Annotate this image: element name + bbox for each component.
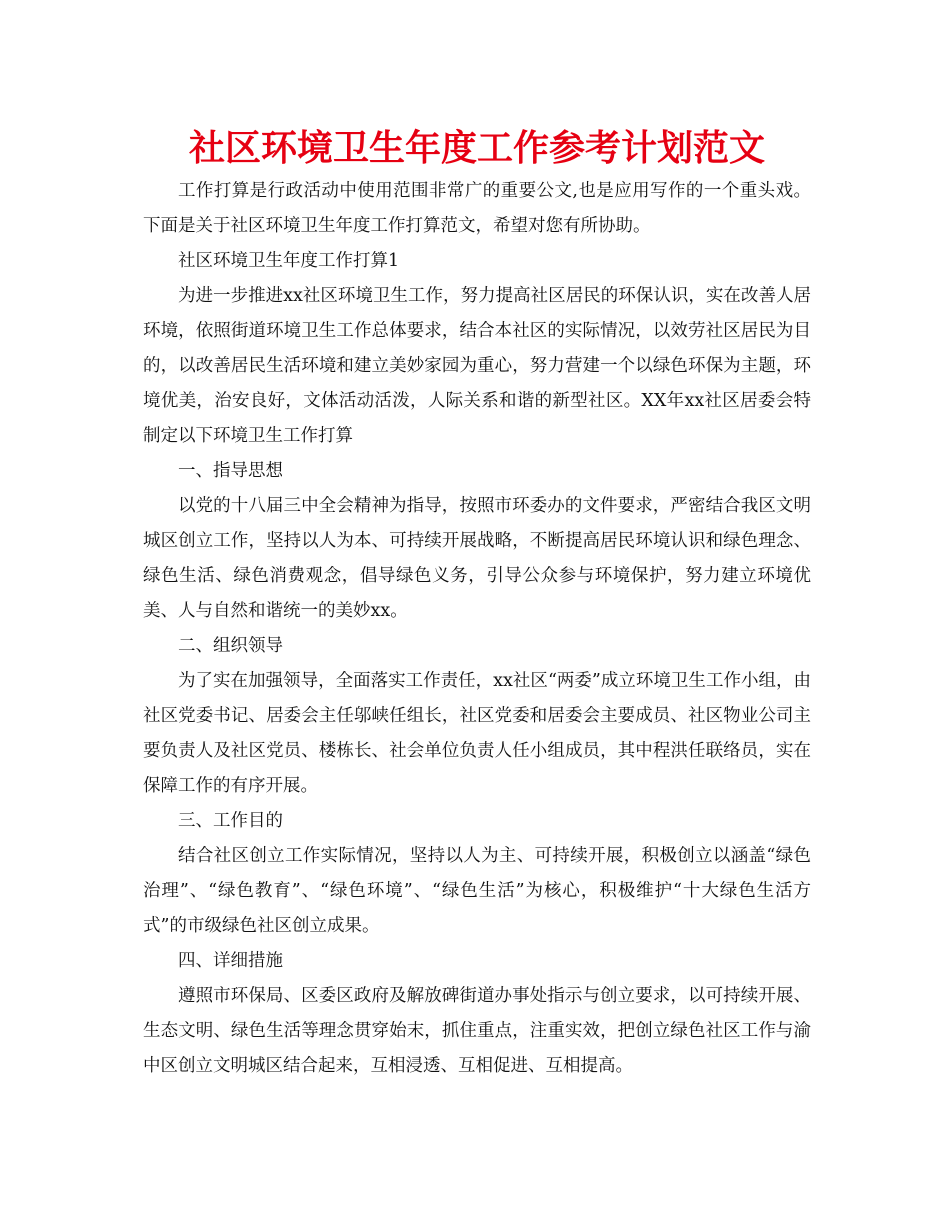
section-heading-measures: 四、详细措施 (178, 951, 283, 971)
plan-paragraph: 为进一步推进xx社区环境卫生工作，努力提高社区居民的环保认识，实在改善人居环境，依照街道环境卫生工作总体要求，结合本社区的实际情况，以效劳社区居民为目的，以改善居民生活环境和建立美妙家园为重心，努力营建一个以绿色环保为主题，环境优美，治安良好，文体活动活泼，人际关系和谐的新型社区。XX年xx社区居委会特制定以下环境卫生工作打算 (143, 286, 811, 446)
section-heading-guiding-thought: 一、指导思想 (178, 461, 283, 481)
document-title: 社区环境卫生年度工作参考计划范文 (188, 128, 765, 169)
organization-paragraph: 为了实在加强领导，全面落实工作责任，xx社区“两委”成立环境卫生工作小组，由社区党委书记、居委会主任邬峡任组长，社区党委和居委会主要成员、社区物业公司主要负责人及社区党员、楼栋长、社会单位负责人任小组成员，其中程洪任联络员，实在保障工作的有序开展。 (143, 671, 811, 796)
section-heading-goals: 三、工作目的 (178, 811, 283, 831)
guiding-thought-paragraph: 以党的十八届三中全会精神为指导，按照市环委办的文件要求，严密结合我区文明城区创立工作，坚持以人为本、可持续开展战略，不断提高居民环境认识和绿色理念、绿色生活、绿色消费观念，倡导绿色义务，引导公众参与环境保护，努力建立环境优美、人与自然和谐统一的美妙xx。 (143, 496, 811, 621)
goals-paragraph: 结合社区创立工作实际情况，坚持以人为主、可持续开展，积极创立以涵盖“绿色治理”、“绿色教育”、“绿色环境”、“绿色生活”为核心，积极维护“十大绿色生活方式”的市级绿色社区创立成果。 (143, 846, 811, 936)
plan-heading: 社区环境卫生年度工作打算1 (178, 251, 400, 271)
section-heading-organization: 二、组织领导 (178, 636, 283, 656)
measures-paragraph: 遵照市环保局、区委区政府及解放碑街道办事处指示与创立要求，以可持续开展、生态文明、绿色生活等理念贯穿始末，抓住重点，注重实效，把创立绿色社区工作与渝中区创立文明城区结合起来，互相浸透、互相促进、互相提高。 (143, 986, 811, 1076)
intro-paragraph: 工作打算是行政活动中使用范围非常广的重要公文,也是应用写作的一个重头戏。下面是关于社区环境卫生年度工作打算范文，希望对您有所协助。 (143, 181, 811, 236)
document-page (143, 124, 811, 1084)
